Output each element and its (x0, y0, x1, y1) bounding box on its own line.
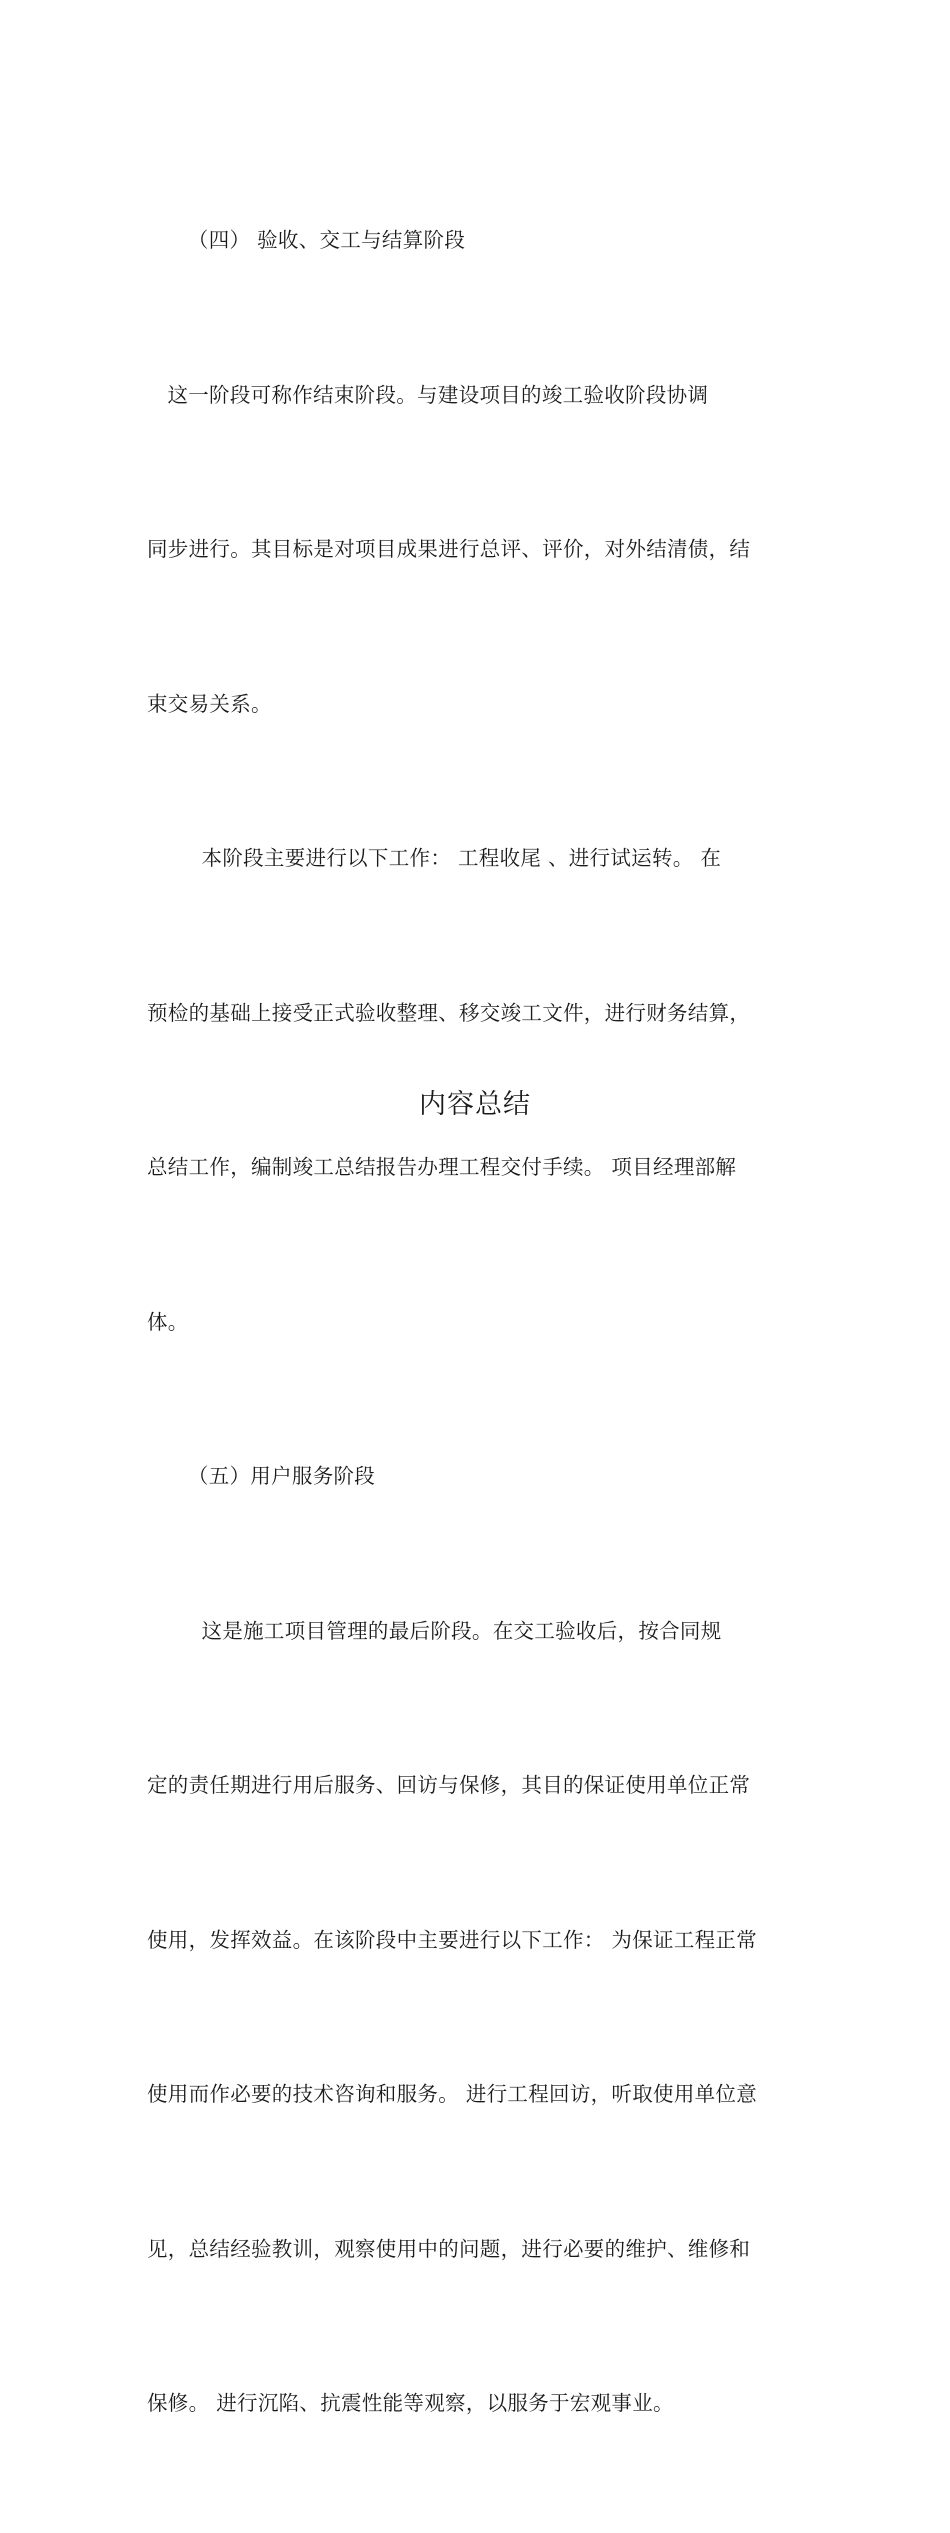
paragraph-line: 定的责任期进行用后服务、回访与保修，其目的保证使用单位正常 (147, 1773, 751, 1797)
paragraph-line: 这一阶段可称作结束阶段。与建设项目的竣工验收阶段协调 (147, 382, 709, 407)
paragraph-line: 这是施工项目管理的最后阶段。在交工验收后，按合同规 (147, 1618, 722, 1643)
paragraph-line: 同步进行。其目标是对项目成果进行总评、评价，对外结清债，结 (147, 537, 751, 561)
paragraph-line: 总结工作，编制竣工总结报告办理工程交付手续。 项目经理部解 (147, 1155, 737, 1179)
document-body (147, 112, 807, 2533)
paragraph-line: 预检的基础上接受正式验收整理、移交竣工文件，进行财务结算， (147, 1000, 751, 1025)
paragraph-line: 束交易关系。 (147, 691, 272, 716)
summary-title: 内容总结 (419, 1089, 531, 1120)
paragraph-line: 本阶段主要进行以下工作： 工程收尾 、进行试运转。 在 (147, 846, 722, 870)
paragraph-line: 见，总结经验教训，观察使用中的问题，进行必要的维护、维修和 (147, 2236, 751, 2261)
section-heading-four: （四） 验收、交工与结算阶段 (147, 228, 466, 252)
paragraph-line: 保修。 进行沉陷、抗震性能等观察，以服务于宏观事业。 (147, 2391, 674, 2415)
paragraph-line: 使用，发挥效益。在该阶段中主要进行以下工作： 为保证工程正常 (147, 1927, 758, 1952)
section-heading-five: （五）用户服务阶段 (147, 1464, 376, 1488)
paragraph-line: 使用而作必要的技术咨询和服务。 进行工程回访，听取使用单位意 (147, 2082, 758, 2106)
paragraph-line: 体。 (147, 1309, 189, 1334)
